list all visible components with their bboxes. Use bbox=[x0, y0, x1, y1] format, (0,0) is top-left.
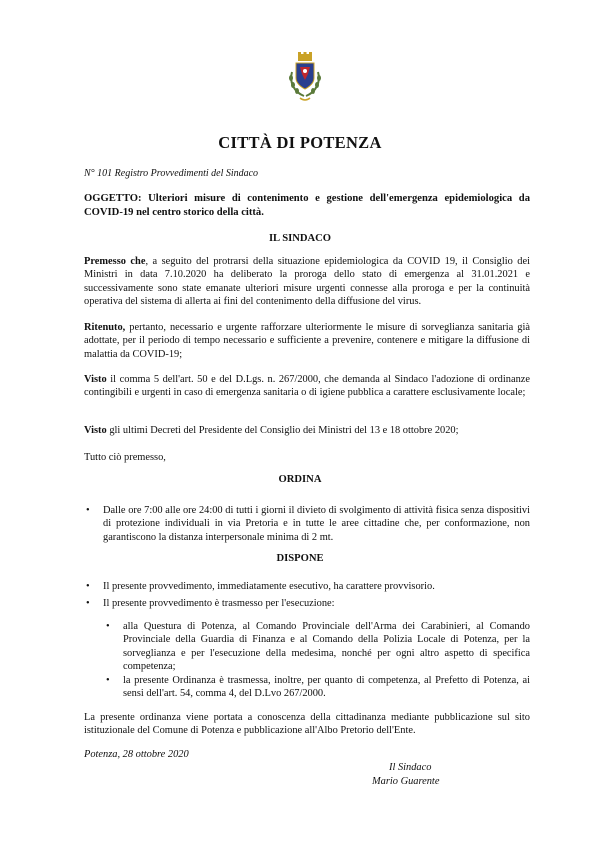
signer-name: Mario Guarente bbox=[372, 776, 440, 787]
premesso-paragraph bbox=[84, 255, 530, 309]
visto2-lead: Visto bbox=[84, 425, 107, 436]
city-crest-icon bbox=[284, 52, 326, 104]
list-item: • Dalle ore 7:00 alle ore 24:00 di tutti i giorni il divieto di svolgimento di attività fisica senza dispositivi di protezione individuali in via Pretoria e in tutte le aree cittadine che, per conformazione, non garantiscono la distanza interpersonale minima di 2 mt. bbox=[84, 504, 530, 544]
visto1-lead: Visto bbox=[84, 374, 107, 385]
list-item: • Il presente provvedimento è trasmesso per l'esecuzione: bbox=[84, 597, 530, 610]
sindaco-heading: IL SINDACO bbox=[268, 233, 332, 244]
visto-paragraph-1 bbox=[84, 373, 530, 400]
registry-number: N° 101 Registro Provvedimenti del Sindaco bbox=[84, 168, 259, 179]
ordina-heading: ORDINA bbox=[278, 474, 322, 485]
visto1-text: il comma 5 dell'art. 50 e del D.Lgs. n. 267/2000, che demanda al Sindaco l'adozione di ordinanze contingibili e urgenti in caso di emergenza sanitaria o di igiene pubblica a carattere esclusivamente locale; bbox=[84, 374, 530, 399]
dispone-list bbox=[84, 580, 530, 611]
ritenuto-text: pertanto, necessario e urgente rafforzare ulteriormente le misure di sorveglianza sanitaria già adottate, per il periodo di tempo necessario e sufficiente a prevenire, contenere e mitigare la diffusione di malattia da COVID-19; bbox=[84, 322, 530, 360]
page-title: CITTÀ DI POTENZA bbox=[218, 133, 382, 152]
dispone-heading: DISPONE bbox=[276, 553, 324, 564]
list-item: • Il presente provvedimento, immediatamente esecutivo, ha carattere provvisorio. bbox=[84, 580, 530, 593]
dispone-sublist bbox=[104, 620, 530, 700]
visto2-text: gli ultimi Decreti del Presidente del Consiglio dei Ministri del 13 e 18 ottobre 2020; bbox=[106, 425, 459, 436]
ritenuto-paragraph bbox=[84, 321, 530, 361]
ordina-list bbox=[84, 504, 530, 544]
subject: OGGETTO: Ulteriori misure di contenimento e gestione dell'emergenza epidemiologica da COVID-19 nel centro storico della città. bbox=[84, 193, 530, 218]
visto-paragraph-2 bbox=[84, 424, 530, 437]
list-item: • la presente Ordinanza è trasmessa, inoltre, per quanto di competenza, al Prefetto di Potenza, ai sensi dell'art. 54, comma 4, del D.Lvo 267/2000. bbox=[104, 674, 530, 701]
list-item: • alla Questura di Potenza, al Comando Provinciale dell'Arma dei Carabinieri, al Comando Provinciale della Guardia di Finanza e al Comando della Polizia Locale di Potenza, per la sorveglianza e per l'esecuzione della medesima, nonché per ogni altro aspetto di specifica competenza; bbox=[104, 620, 530, 674]
ritenuto-lead: Ritenuto, bbox=[84, 322, 126, 333]
closing-paragraph: La presente ordinanza viene portata a conoscenza della cittadinanza mediante pubblicazione sul sito istituzionale del Comune di Potenza e pubblicazione all'Albo Pretorio dell'Ente. bbox=[84, 712, 530, 737]
premesso-lead: Premesso che bbox=[84, 256, 146, 267]
place-date: Potenza, 28 ottobre 2020 bbox=[84, 749, 189, 760]
tutto-premesso: Tutto ciò premesso, bbox=[84, 452, 166, 463]
signer-role: Il Sindaco bbox=[389, 762, 432, 773]
premesso-text: , a seguito del protrarsi della situazione epidemiologica da COVID 19, il Consiglio dei Ministri in data 7.10.2020 ha deliberato la proroga dello stato di emergenza al 31.01.2021 e successivamente sono state emanate ulteriori misure urgenti connesse alla proroga e per la continuità operativa del sistema di allerta ai fini del contenimento della diffusione del virus. bbox=[84, 256, 530, 308]
